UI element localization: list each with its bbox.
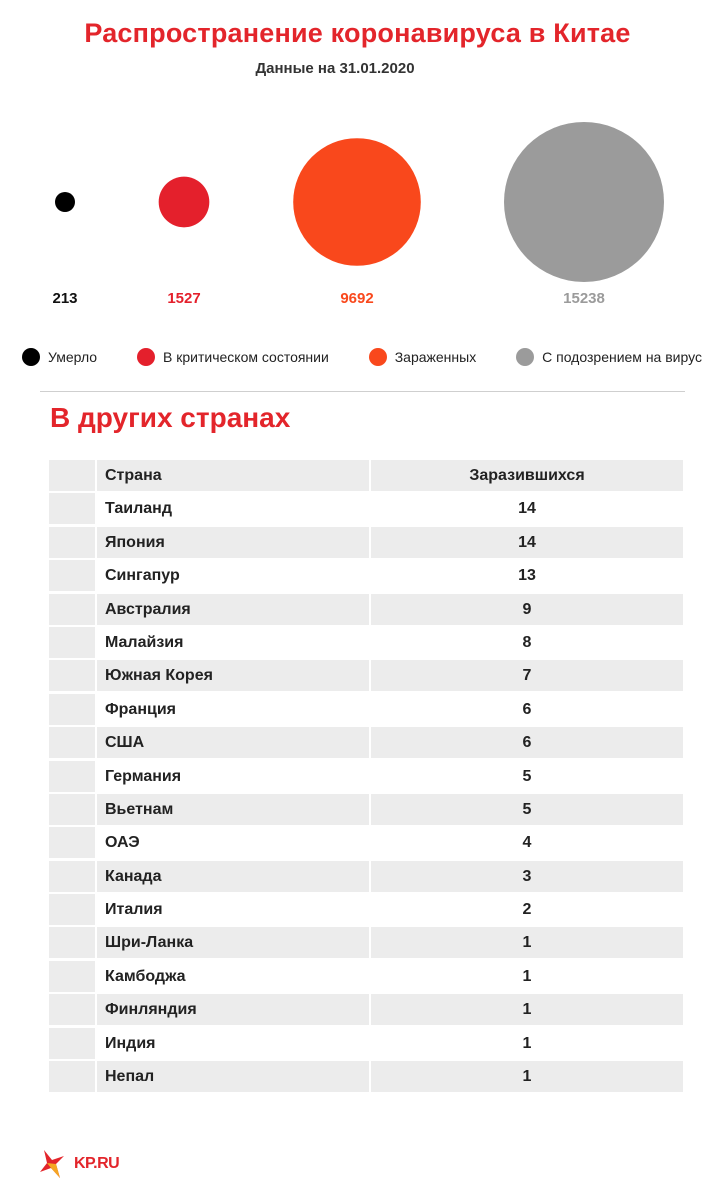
legend-label: Умерло <box>48 349 98 365</box>
bubble-value-label: 15238 <box>563 290 605 307</box>
infected-count-cell: 1 <box>522 967 532 985</box>
country-cell: Индия <box>105 1034 156 1052</box>
infected-count-cell: 1 <box>371 1061 683 1092</box>
country-cell: Непал <box>97 1061 369 1092</box>
infected-count-cell: 4 <box>522 834 532 852</box>
row-index-cell <box>49 694 95 725</box>
infected-count-cell: 1 <box>371 927 683 958</box>
infected-count-cell: 1 <box>522 1034 532 1052</box>
country-cell: Канада <box>97 861 369 892</box>
country-cell: Малайзия <box>105 633 184 651</box>
row-index-cell <box>49 794 95 825</box>
page-title: Распространение коронавируса в Китае <box>84 18 631 48</box>
divider <box>40 391 685 392</box>
countries-table <box>49 460 683 1094</box>
legend-label: С подозрением на вирус <box>542 349 702 365</box>
table-row <box>49 493 683 524</box>
date-subtitle: Данные на 31.01.2020 <box>255 60 415 77</box>
table-row <box>49 1061 683 1092</box>
row-index-cell <box>49 761 95 792</box>
table-row <box>49 527 683 558</box>
table-row <box>49 961 683 992</box>
bubble-4 <box>504 122 664 282</box>
legend-item <box>22 348 97 366</box>
legend-swatch <box>137 348 155 366</box>
table-row <box>49 894 683 925</box>
kp-logo <box>38 1148 119 1180</box>
legend-label: Зараженных <box>394 349 477 365</box>
country-cell: Италия <box>105 901 163 919</box>
table-row <box>49 627 683 658</box>
table-row <box>49 827 683 858</box>
infected-count-cell: 14 <box>518 500 536 518</box>
column-header-country: Страна <box>97 460 369 491</box>
table-row <box>49 861 683 892</box>
table-row <box>49 994 683 1025</box>
table-row <box>49 927 683 958</box>
legend-swatch <box>369 348 387 366</box>
logo-text: KP.RU <box>74 1155 120 1172</box>
row-index-cell <box>49 460 95 491</box>
infected-count-cell: 6 <box>522 700 532 718</box>
country-cell: Япония <box>97 527 369 558</box>
section-title: В других странах <box>50 402 291 433</box>
table-row <box>49 594 683 625</box>
table-row <box>49 660 683 691</box>
country-cell: Сингапур <box>105 567 180 585</box>
table-row <box>49 560 683 591</box>
row-index-cell <box>49 727 95 758</box>
column-header-infected: Заразившихся <box>371 460 683 491</box>
legend-swatch <box>516 348 534 366</box>
infected-count-cell: 7 <box>371 660 683 691</box>
row-index-cell <box>49 894 95 925</box>
table-row <box>49 794 683 825</box>
country-cell: Франция <box>105 700 176 718</box>
legend-swatch <box>22 348 40 366</box>
row-index-cell <box>49 994 95 1025</box>
chart-legend <box>22 344 702 370</box>
legend-item <box>369 348 477 366</box>
table-row <box>49 694 683 725</box>
country-cell: Вьетнам <box>97 794 369 825</box>
country-cell: Австралия <box>97 594 369 625</box>
row-index-cell <box>49 1028 95 1059</box>
bubble-value-label: 213 <box>52 290 78 307</box>
infected-count-cell: 13 <box>518 567 536 585</box>
row-index-cell <box>49 961 95 992</box>
bubble-value-label: 9692 <box>340 290 374 307</box>
country-cell: Финляндия <box>97 994 369 1025</box>
infected-count-cell: 1 <box>371 994 683 1025</box>
infected-count-cell: 6 <box>371 727 683 758</box>
table-row <box>49 727 683 758</box>
kp-star-logo-icon <box>38 1148 72 1180</box>
bubble-chart <box>0 100 715 320</box>
row-index-cell <box>49 1061 95 1092</box>
country-cell: Южная Корея <box>97 660 369 691</box>
bubble-3 <box>293 138 421 266</box>
bubble-value-label: 1527 <box>167 290 201 307</box>
row-index-cell <box>49 560 95 591</box>
country-cell: Таиланд <box>105 500 172 518</box>
infected-count-cell: 8 <box>522 633 532 651</box>
infected-count-cell: 9 <box>371 594 683 625</box>
country-cell: Камбоджа <box>105 967 186 985</box>
row-index-cell <box>49 594 95 625</box>
table-row <box>49 761 683 792</box>
row-index-cell <box>49 861 95 892</box>
country-cell: Шри-Ланка <box>97 927 369 958</box>
row-index-cell <box>49 627 95 658</box>
country-cell: Германия <box>105 767 182 785</box>
infected-count-cell: 14 <box>371 527 683 558</box>
row-index-cell <box>49 660 95 691</box>
bubble-1 <box>55 192 75 212</box>
infected-count-cell: 2 <box>522 901 532 919</box>
country-cell: ОАЭ <box>105 834 140 852</box>
legend-label: В критическом состоянии <box>163 349 329 365</box>
row-index-cell <box>49 927 95 958</box>
country-cell: США <box>97 727 369 758</box>
row-index-cell <box>49 493 95 524</box>
infected-count-cell: 5 <box>371 794 683 825</box>
legend-item <box>137 348 329 366</box>
bubble-2 <box>159 177 210 228</box>
table-header-row <box>49 460 683 491</box>
row-index-cell <box>49 827 95 858</box>
row-index-cell <box>49 527 95 558</box>
legend-item <box>516 348 702 366</box>
infected-count-cell: 5 <box>522 767 532 785</box>
infected-count-cell: 3 <box>371 861 683 892</box>
table-row <box>49 1028 683 1059</box>
